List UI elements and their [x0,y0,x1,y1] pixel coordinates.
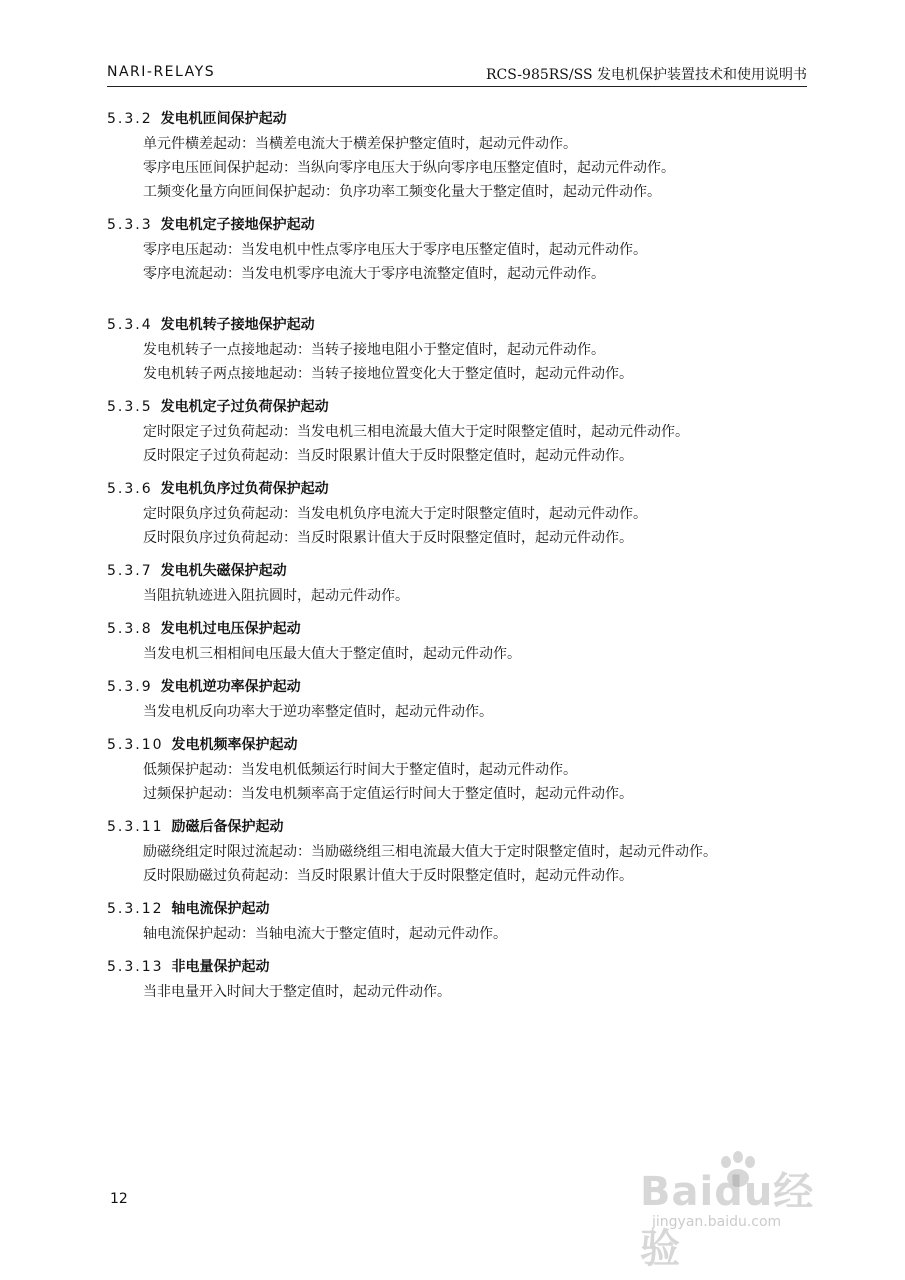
section-number: 5.3.12 [107,901,164,917]
section-5-3-7 [107,558,807,608]
paragraph: 定时限负序过负荷起动：当发电机负序电流大于定时限整定值时，起动元件动作。 [143,506,647,522]
section-number: 5.3.11 [107,819,164,835]
page-number: 12 [110,1191,128,1207]
section-heading [107,212,807,238]
section-heading [107,954,807,980]
watermark-brand: Baidu经验 [640,1169,815,1272]
watermark-url: jingyan.baidu.com [652,1214,782,1230]
section-5-3-3 [107,212,807,286]
section-heading [107,312,807,338]
section-5-3-10 [107,732,807,806]
section-number: 5.3.4 [107,317,153,333]
paragraph: 零序电压起动：当发电机中性点零序电压大于零序电压整定值时，起动元件动作。 [143,242,647,258]
section-heading [107,674,807,700]
paragraph: 反时限定子过负荷起动：当反时限累计值大于反时限整定值时，起动元件动作。 [143,448,633,464]
section-title: 发电机转子接地保护起动 [160,317,315,333]
paragraph: 发电机转子两点接地起动：当转子接地位置变化大于整定值时，起动元件动作。 [143,366,633,382]
section-5-3-2 [107,106,807,204]
section-5-3-9 [107,674,807,724]
paragraph: 当发电机三相相间电压最大值大于整定值时，起动元件动作。 [143,646,521,662]
section-title: 发电机定子接地保护起动 [160,217,315,233]
paragraph: 低频保护起动：当发电机低频运行时间大于整定值时，起动元件动作。 [143,762,577,778]
section-title: 发电机频率保护起动 [171,737,298,753]
paragraph: 发电机转子一点接地起动：当转子接地电阻小于整定值时，起动元件动作。 [143,342,605,358]
paragraph: 定时限定子过负荷起动：当发电机三相电流最大值大于定时限整定值时，起动元件动作。 [143,424,689,440]
section-5-3-6 [107,476,807,550]
section-number: 5.3.6 [107,481,153,497]
section-number: 5.3.7 [107,563,153,579]
section-heading [107,558,807,584]
paragraph: 当非电量开入时间大于整定值时，起动元件动作。 [143,984,451,1000]
section-title: 发电机匝间保护起动 [160,111,287,127]
paragraph: 轴电流保护起动：当轴电流大于整定值时，起动元件动作。 [143,926,507,942]
section-5-3-13 [107,954,807,1004]
header-company: NARI-RELAYS [107,64,216,80]
section-title: 发电机负序过负荷保护起动 [160,481,329,497]
section-title: 发电机过电压保护起动 [160,621,301,637]
section-5-3-4 [107,312,807,386]
section-title: 发电机定子过负荷保护起动 [160,399,329,415]
section-5-3-8 [107,616,807,666]
paragraph: 当发电机反向功率大于逆功率整定值时，起动元件动作。 [143,704,493,720]
section-heading [107,394,807,420]
header-doc-title: RCS-985RS/SS 发电机保护装置技术和使用说明书 [485,67,807,83]
section-title: 发电机逆功率保护起动 [160,679,301,695]
paragraph: 单元件横差起动：当横差电流大于横差保护整定值时，起动元件动作。 [143,136,577,152]
section-number: 5.3.3 [107,217,153,233]
baidu-jingyan-watermark [640,1150,855,1272]
paragraph: 励磁绕组定时限过流起动：当励磁绕组三相电流最大值大于定时限整定值时，起动元件动作。 [143,844,717,860]
section-number: 5.3.2 [107,111,153,127]
section-number: 5.3.5 [107,399,153,415]
section-title: 励磁后备保护起动 [171,819,284,835]
section-number: 5.3.8 [107,621,153,637]
section-5-3-11 [107,814,807,888]
section-heading [107,896,807,922]
paragraph: 工频变化量方向匝间保护起动：负序功率工频变化量大于整定值时，起动元件动作。 [143,184,661,200]
paragraph: 零序电流起动：当发电机零序电流大于零序电流整定值时，起动元件动作。 [143,266,605,282]
section-heading [107,106,807,132]
paragraph: 反时限励磁过负荷起动：当反时限累计值大于反时限整定值时，起动元件动作。 [143,868,633,884]
section-heading [107,814,807,840]
paragraph: 当阻抗轨迹进入阻抗圆时，起动元件动作。 [143,588,409,604]
page-header [107,64,807,87]
paragraph: 零序电压匝间保护起动：当纵向零序电压大于纵向零序电压整定值时，起动元件动作。 [143,160,675,176]
section-heading [107,732,807,758]
document-body [107,106,807,1012]
section-5-3-12 [107,896,807,946]
section-heading [107,476,807,502]
section-5-3-5 [107,394,807,468]
paragraph: 过频保护起动：当发电机频率高于定值运行时间大于整定值时，起动元件动作。 [143,786,633,802]
section-number: 5.3.13 [107,959,164,975]
section-heading [107,616,807,642]
paragraph: 反时限负序过负荷起动：当反时限累计值大于反时限整定值时，起动元件动作。 [143,530,633,546]
section-title: 轴电流保护起动 [171,901,270,917]
section-title: 发电机失磁保护起动 [160,563,287,579]
section-title: 非电量保护起动 [171,959,270,975]
section-number: 5.3.9 [107,679,153,695]
section-number: 5.3.10 [107,737,164,753]
